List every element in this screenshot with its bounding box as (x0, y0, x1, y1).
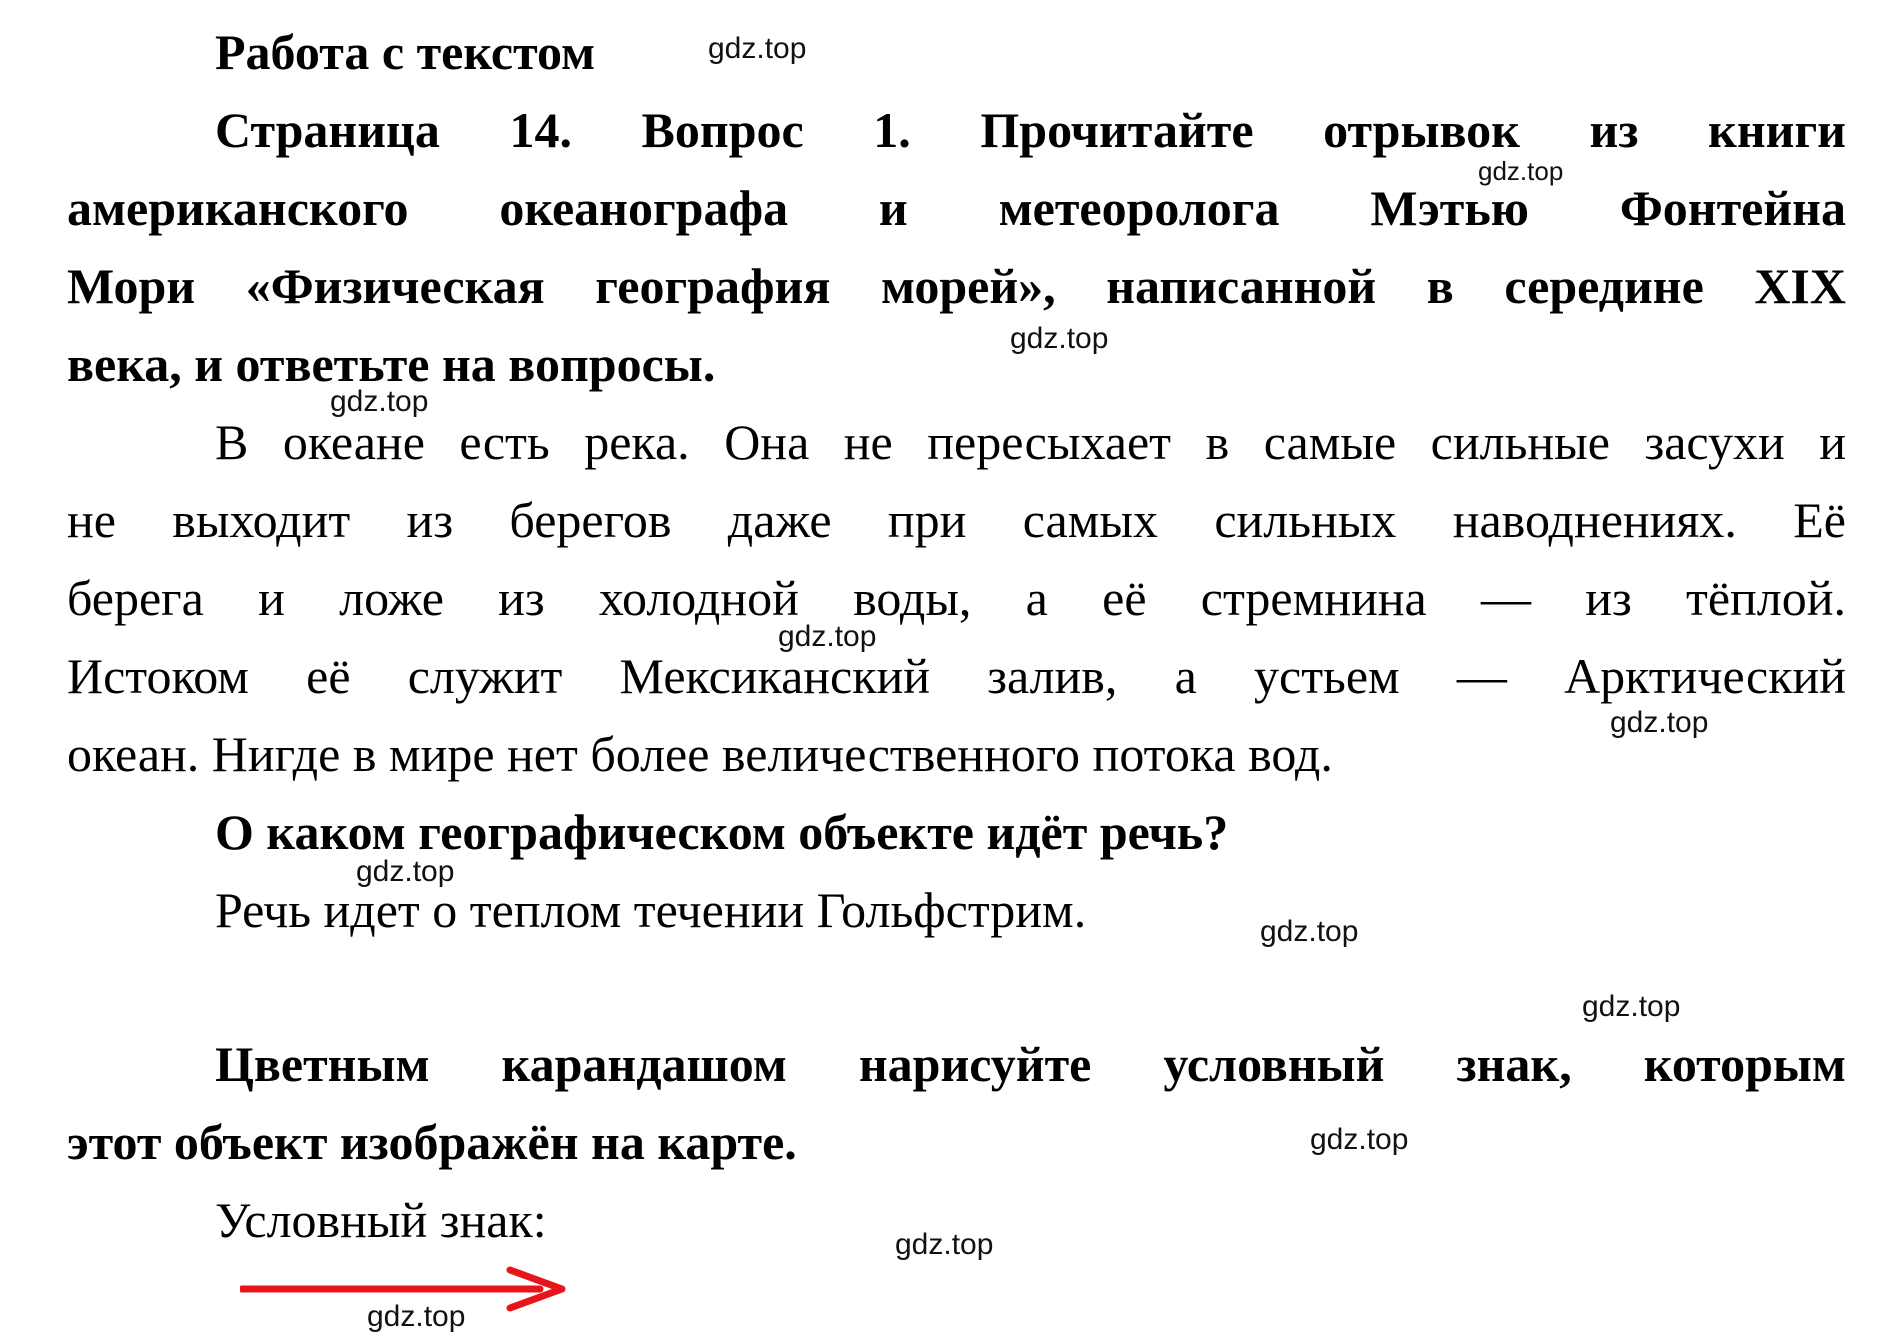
excerpt-line-5: океан. Нигде в мире нет более величественного потока вод. (67, 726, 1333, 782)
task-line-4: века, и ответьте на вопросы. (67, 336, 716, 392)
watermark: gdz.top (1582, 990, 1681, 1023)
watermark: gdz.top (356, 855, 455, 888)
watermark: gdz.top (778, 620, 877, 653)
watermark: gdz.top (708, 32, 807, 65)
section-title: Работа с текстом (215, 24, 596, 80)
task-line-2: американского океанографа и метеоролога Мэтью Фонтейна (67, 180, 1846, 236)
watermark: gdz.top (895, 1228, 994, 1261)
watermark: gdz.top (330, 385, 429, 418)
watermark: gdz.top (1260, 915, 1359, 948)
question-2-line-1: Цветным карандашом нарисуйте условный знак, которым (215, 1036, 1846, 1092)
watermark: gdz.top (1610, 706, 1709, 739)
question-2-line-2: этот объект изображён на карте. (67, 1114, 797, 1170)
watermark: gdz.top (1478, 156, 1564, 186)
answer-2-label: Условный знак: (215, 1192, 547, 1248)
watermark: gdz.top (1310, 1123, 1409, 1156)
answer-1: Речь идет о теплом течении Гольфстрим. (215, 882, 1087, 938)
excerpt-line-1: В океане есть река. Она не пересыхает в самые сильные засухи и (215, 414, 1846, 470)
excerpt-line-2: не выходит из берегов даже при самых сильных наводнениях. Её (67, 492, 1846, 548)
watermark: gdz.top (1010, 322, 1109, 355)
excerpt-line-3: берега и ложе из холодной воды, а её стремнина — из тёплой. (67, 570, 1846, 626)
watermark: gdz.top (367, 1300, 466, 1333)
excerpt-line-4: Истоком её служит Мексиканский залив, а устьем — Арктический (67, 648, 1846, 704)
task-line-1: Страница 14. Вопрос 1. Прочитайте отрывок из книги (215, 102, 1846, 158)
task-line-3: Мори «Физическая география морей», написанной в середине XIX (67, 258, 1846, 314)
question-1: О каком географическом объекте идёт речь? (215, 804, 1229, 860)
